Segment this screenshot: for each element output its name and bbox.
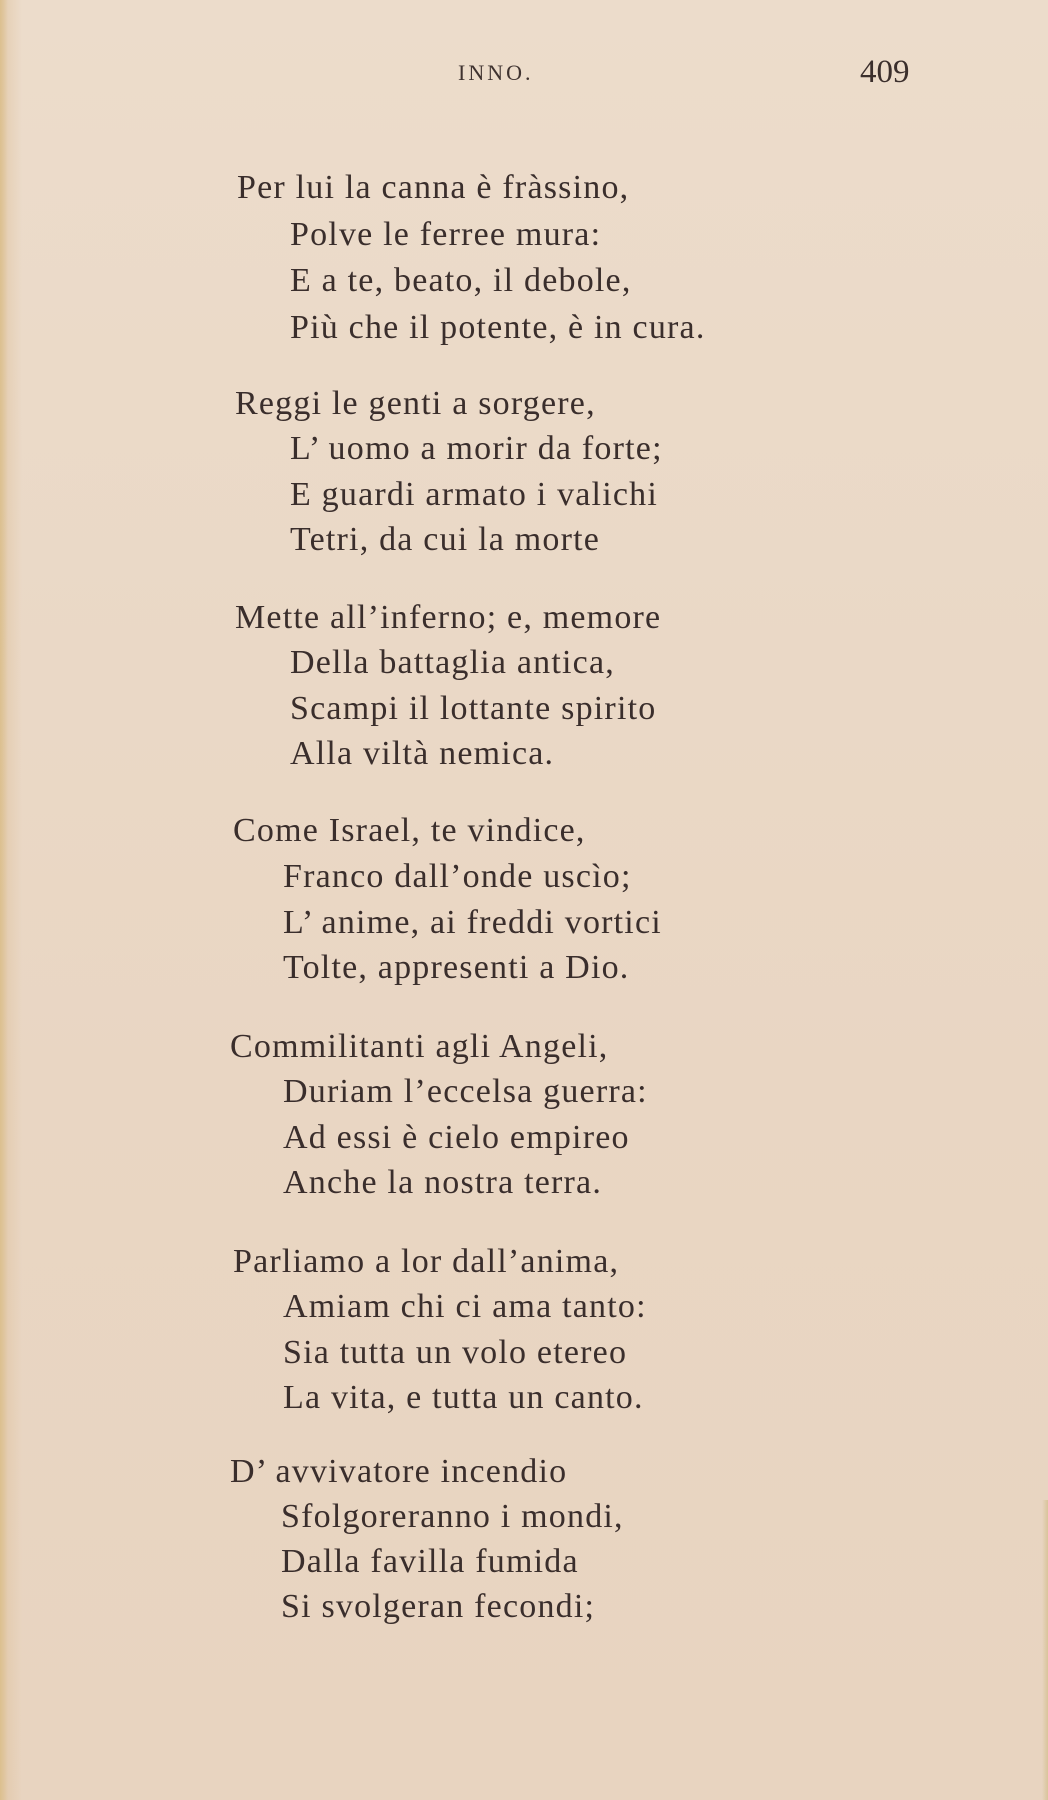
poem-line: Commilitanti agli Angeli, bbox=[230, 1028, 609, 1065]
poem-line: Scampi il lottante spirito bbox=[290, 690, 657, 727]
running-head: INNO. bbox=[458, 60, 534, 85]
poem-line: Dalla favilla fumida bbox=[281, 1543, 579, 1580]
poem-line: Alla viltà nemica. bbox=[290, 735, 555, 772]
poem-line: Più che il potente, è in cura. bbox=[290, 309, 706, 346]
poem-line: Parliamo a lor dall’anima, bbox=[233, 1243, 620, 1280]
poem-line: Come Israel, te vindice, bbox=[233, 812, 586, 849]
poem-line: Amiam chi ci ama tanto: bbox=[283, 1288, 647, 1325]
poem-line: Ad essi è cielo empireo bbox=[283, 1119, 630, 1156]
poem-line: L’ anime, ai freddi vortici bbox=[283, 904, 662, 941]
poem-line: Tolte, appresenti a Dio. bbox=[283, 949, 630, 986]
page-number: 409 bbox=[860, 54, 910, 90]
poem-line: Per lui la canna è fràssino, bbox=[237, 169, 630, 206]
poem-line: Della battaglia antica, bbox=[290, 644, 615, 681]
poem-line: L’ uomo a morir da forte; bbox=[290, 430, 663, 467]
poem-line: Polve le ferree mura: bbox=[290, 216, 602, 253]
poem-line: Duriam l’eccelsa guerra: bbox=[283, 1073, 648, 1110]
poem-line: D’ avvivatore incendio bbox=[230, 1453, 568, 1490]
poem-line: E a te, beato, il debole, bbox=[290, 262, 632, 299]
poem-line: Si svolgeran fecondi; bbox=[281, 1588, 596, 1625]
poem-line: E guardi armato i valichi bbox=[290, 476, 658, 513]
poem-line: Franco dall’onde uscìo; bbox=[283, 858, 632, 895]
poem-line: Reggi le genti a sorgere, bbox=[235, 385, 596, 422]
poem-line: Sfolgoreranno i mondi, bbox=[281, 1498, 624, 1535]
poem-line: Anche la nostra terra. bbox=[283, 1164, 603, 1201]
poem-line: Mette all’inferno; e, memore bbox=[235, 599, 662, 636]
poem-line: Tetri, da cui la morte bbox=[290, 521, 601, 558]
poem-line: La vita, e tutta un canto. bbox=[283, 1379, 644, 1416]
poem-line: Sia tutta un volo etereo bbox=[283, 1334, 628, 1371]
